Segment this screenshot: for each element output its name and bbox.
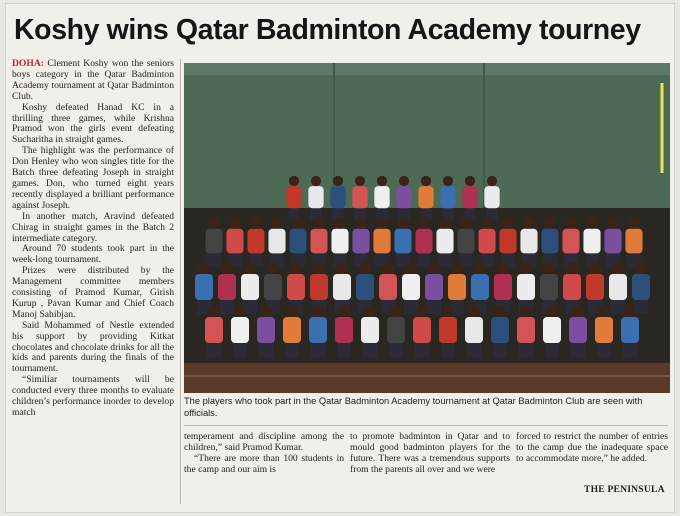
article-column-4 <box>516 432 668 465</box>
article-paragraph: The highlight was the performance of Don Henley who won singles title for the Batch three defeating Joseph in straight games. Don, who turned eight years recently displayed a brilliant performance against Joseph. <box>12 145 174 211</box>
article-paragraph: “There are more than 100 students in the camp and our aim is <box>184 452 344 475</box>
headline: Koshy wins Qatar Badminton Academy tourney <box>14 14 641 46</box>
article-paragraph: “Similiar tournaments will be conducted every three months to evaluate children’s performance inorder to develop match <box>12 374 174 418</box>
photo-caption: The players who took part in the Qatar Badminton Academy tournament at Qatar Badminton Club are seen with officials. <box>184 396 643 418</box>
article-paragraph: to promote badminton in Qatar and to mould good badminton players for the future. There was a tremendous supports from the parents all over and we were <box>350 431 510 475</box>
group-photo <box>184 63 670 393</box>
dateline: DOHA: <box>12 58 44 69</box>
column-divider <box>180 59 181 504</box>
article-paragraph: Said Mohammed of Nestle extended his support by providing Kitkat chocolates and chocolate drinks for all the kids and parents during the finals of the tournament. <box>12 319 174 375</box>
article-left-column <box>12 59 174 419</box>
group-photo-illustration <box>184 63 670 393</box>
article-paragraph: temperament and discipline among the children,” said Pramod Kumar. <box>184 431 344 453</box>
article-paragraph <box>12 59 174 103</box>
caption-divider <box>184 425 668 426</box>
article-paragraph: Around 70 students took part in the week-long tournament. <box>12 243 174 266</box>
article-column-3 <box>350 432 510 476</box>
article-paragraph: Koshy defeated Hanad KC in a thrilling three games, while Krishna Pramod won the girls event defeating Sucharitha in straight games. <box>12 101 174 146</box>
article-paragraph: In another match, Aravind defeated Chirag in straight games in the Batch 2 intermediate category. <box>12 210 174 244</box>
article-paragraph: Prizes were distributed by the Management committee members consisting of Pramod Kumar, Girish Kurup , Pavan Kumar and Chief Coach Manoj Sahibjan. <box>12 265 174 320</box>
source-credit: THE PENINSULA <box>584 484 665 495</box>
paragraph-text: Clement Koshy won the seniors boys category in the Qatar Badminton Academy tournament at Qatar Badminton Club. <box>12 58 174 102</box>
article-paragraph: forced to restrict the number of entries to the camp due the inadequate space to accommodate more,” he added. <box>516 431 668 464</box>
article-column-2 <box>184 432 344 476</box>
